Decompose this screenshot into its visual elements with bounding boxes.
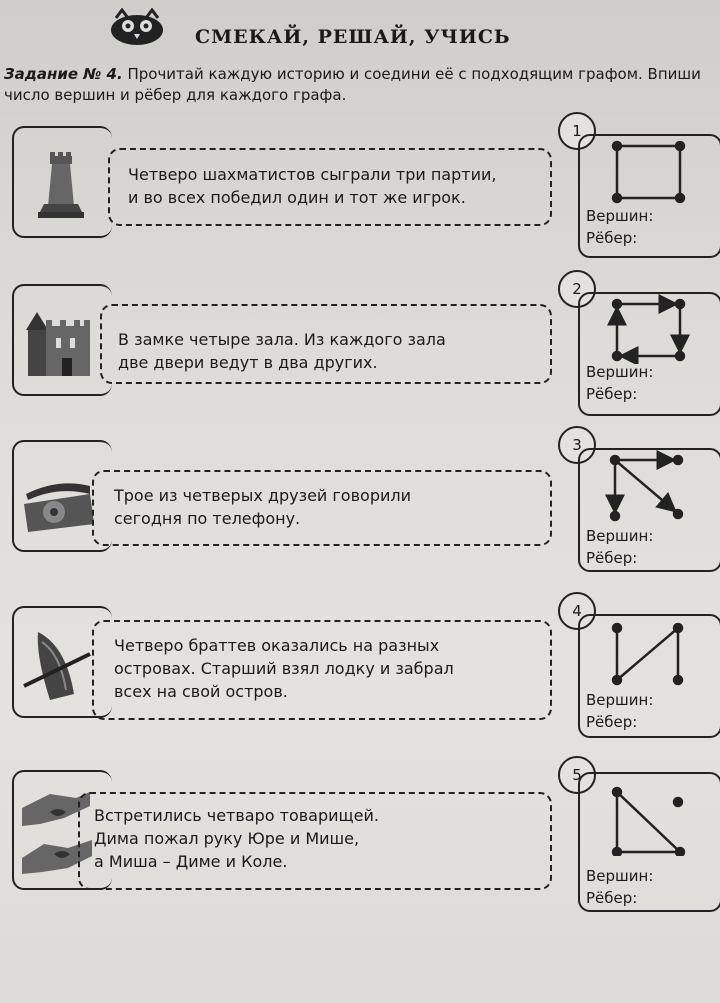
story-text: Встретились четваро товарищей. Дима пожал руку Юре и Мише, а Миша – Диме и Коле. <box>94 806 379 871</box>
owl-logo-icon <box>108 8 166 48</box>
graph-number: 3 <box>558 426 596 464</box>
vertices-label: Вершин: <box>586 867 654 885</box>
vertices-label: Вершин: <box>586 527 654 545</box>
story-row-1 <box>0 122 720 276</box>
vertices-label: Вершин: <box>586 363 654 381</box>
graph-number: 5 <box>558 756 596 794</box>
story-row-3 <box>0 436 720 590</box>
story-row-5 <box>0 766 720 920</box>
graph-number: 1 <box>558 112 596 150</box>
story-text: В замке четыре зала. Из каждого зала две двери ведут в два других. <box>118 330 446 372</box>
edges-label: Рёбер: <box>586 385 638 403</box>
graph-number: 4 <box>558 592 596 630</box>
graph-4-diagram <box>600 616 700 688</box>
boat-icon <box>20 626 98 704</box>
graph-1-diagram <box>600 136 700 206</box>
story-text: Трое из четверых друзей говорили сегодня по телефону. <box>114 486 411 528</box>
story-row-4 <box>0 602 720 756</box>
page-title: СМЕКАЙ, РЕШАЙ, УЧИСЬ <box>195 26 511 48</box>
castle-icon <box>20 304 98 382</box>
task-text: Прочитай каждую историю и соедини её с подходящим графом. Впиши число вершин и рёбер для каждого графа. <box>4 65 701 104</box>
task-instructions <box>4 64 714 106</box>
vertices-label: Вершин: <box>586 691 654 709</box>
story-text: Четверо браттев оказались на разных островах. Старший взял лодку и забрал всех на свой остров. <box>114 636 454 701</box>
graph-5-diagram <box>600 780 700 856</box>
vertices-label: Вершин: <box>586 207 654 225</box>
story-row-2 <box>0 280 720 434</box>
telephone-icon <box>20 460 98 538</box>
graph-3-diagram <box>600 448 700 522</box>
graph-2-diagram <box>600 294 700 364</box>
task-number: Задание № 4. <box>4 65 123 83</box>
story-text: Четверо шахматистов сыграли три партии, и во всех победил один и тот же игрок. <box>128 165 497 207</box>
chess-rook-icon <box>20 146 98 224</box>
edges-label: Рёбер: <box>586 713 638 731</box>
graph-number: 2 <box>558 270 596 308</box>
edges-label: Рёбер: <box>586 889 638 907</box>
edges-label: Рёбер: <box>586 549 638 567</box>
edges-label: Рёбер: <box>586 229 638 247</box>
